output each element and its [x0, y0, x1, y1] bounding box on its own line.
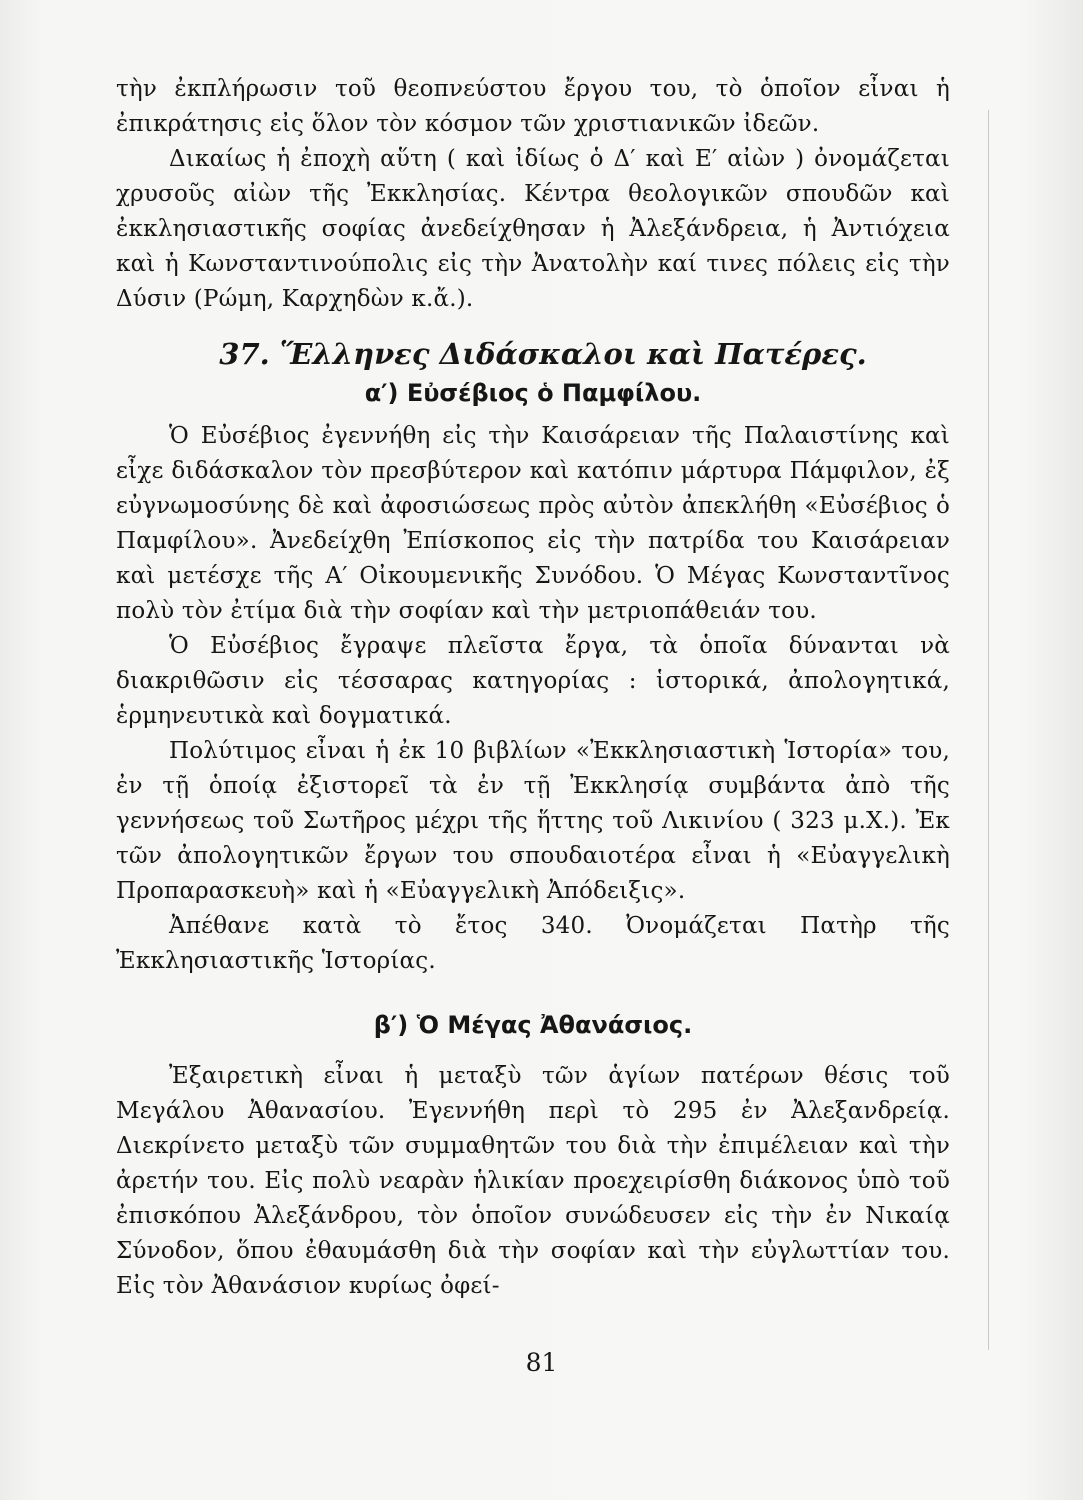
paragraph-eusebius-history: Πολύτιμος εἶναι ἡ ἐκ 10 βιβλίων «Ἐκκλησιαστικὴ Ἱστορία» του, ἐν τῇ ὁποίᾳ ἐξιστορεῖ τὰ ἐν τῇ Ἐκκλησίᾳ συμβάντα ἀπὸ τῆς γεννήσεως τοῦ Σωτῆρος μέχρι τῆς ἥττης τοῦ Λικινίου ( 323 μ.Χ.). Ἐκ τῶν ἀπολογητικῶν ἔργων του σπουδαιοτέρα εἶναι ἡ «Εὐαγγελικὴ Προπαρασκευὴ» καὶ ἡ «Εὐαγγελικὴ Ἀπόδειξις». — [116, 738, 950, 904]
section-title: Ἕλληνες Διδάσκαλοι καὶ Πατέρες. — [279, 337, 867, 371]
section-number: 37. — [219, 337, 270, 371]
section-heading — [116, 335, 950, 373]
paragraph-eusebius-works: Ὁ Εὐσέβιος ἔγραψε πλεῖστα ἔργα, τὰ ὁποῖα δύνανται νὰ διακριθῶσιν εἰς τέσσαρας κατηγορίας : ἱστορικά, ἀπολογητικά, ἑρμηνευτικὰ καὶ δογματικά. — [116, 633, 950, 729]
paragraph-eusebius-death: Ἀπέθανε κατὰ τὸ ἔτος 340. Ὀνομάζεται Πατὴρ τῆς Ἐκκλησιαστικῆς Ἱστορίας. — [116, 913, 950, 974]
subsection-heading-athanasius: β′) Ὁ Μέγας Ἀθανάσιος. — [373, 1011, 693, 1039]
paragraph-golden-age: Δικαίως ἡ ἐποχὴ αὕτη ( καὶ ἰδίως ὁ Δ′ καὶ Ε′ αἰὼν ) ὀνομάζεται χρυσοῦς αἰὼν τῆς Ἐκκλησίας. Κέντρα θεολογικῶν σπουδῶν καὶ ἐκκλησιαστικῆς σοφίας ἀνεδείχθησαν ἡ Ἀλεξάνδρεια, ἡ Ἀντιόχεια καὶ ἡ Κωνσταντινούπολις εἰς τὴν Ἀνατολὴν καί τινες πόλεις εἰς τὴν Δύσιν (Ρώμη, Καρχηδὼν κ.ἄ.). — [116, 146, 950, 312]
page-content — [116, 72, 950, 1304]
paragraph-continuation: τὴν ἐκπλήρωσιν τοῦ θεοπνεύστου ἔργου του, τὸ ὁποῖον εἶναι ἡ ἐπικράτησις εἰς ὅλον τὸν κόσμον τῶν χριστιανικῶν ἰδεῶν. — [116, 76, 950, 137]
paragraph-eusebius-life: Ὁ Εὐσέβιος ἐγεννήθη εἰς τὴν Καισάρειαν τῆς Παλαιστίνης καὶ εἶχε διδάσκαλον τὸν πρεσβύτερον καὶ κατόπιν μάρτυρα Πάμφιλον, ἐξ εὐγνωμοσύνης δὲ καὶ ἀφοσιώσεως πρὸς αὐτὸν ἀπεκλήθη «Εὐσέβιος ὁ Παμφίλου». Ἀνεδείχθη Ἐπίσκοπος εἰς τὴν πατρίδα του Καισάρειαν καὶ μετέσχε τῆς Α′ Οἰκουμενικῆς Συνόδου. Ὁ Μέγας Κωνσταντῖνος πολὺ τὸν ἐτίμα διὰ τὴν σοφίαν καὶ τὴν μετριοπάθειάν του. — [116, 423, 950, 624]
page-number: 81 — [525, 1348, 558, 1377]
subsection-heading-eusebius: α′) Εὐσέβιος ὁ Παμφίλου. — [364, 379, 702, 407]
page-fold-line — [988, 110, 989, 1350]
paragraph-athanasius: Ἐξαιρετικὴ εἶναι ἡ μεταξὺ τῶν ἁγίων πατέρων θέσις τοῦ Μεγάλου Ἀθανασίου. Ἐγεννήθη περὶ τὸ 295 ἐν Ἀλεξανδρείᾳ. Διεκρίνετο μεταξὺ τῶν συμμαθητῶν του διὰ τὴν ἐπιμέλειαν καὶ τὴν ἀρετήν του. Εἰς πολὺ νεαρὰν ἡλικίαν προεχειρίσθη διάκονος ὑπὸ τοῦ ἐπισκόπου Ἀλεξάνδρου, τὸν ὁποῖον συνώδευσεν εἰς τὴν ἐν Νικαίᾳ Σύνοδον, ὅπου ἐθαυμάσθη διὰ τὴν σοφίαν καὶ τὴν εὐγλωττίαν του. Εἰς τὸν Ἀθανάσιον κυρίως ὀφεί- — [116, 1063, 950, 1299]
